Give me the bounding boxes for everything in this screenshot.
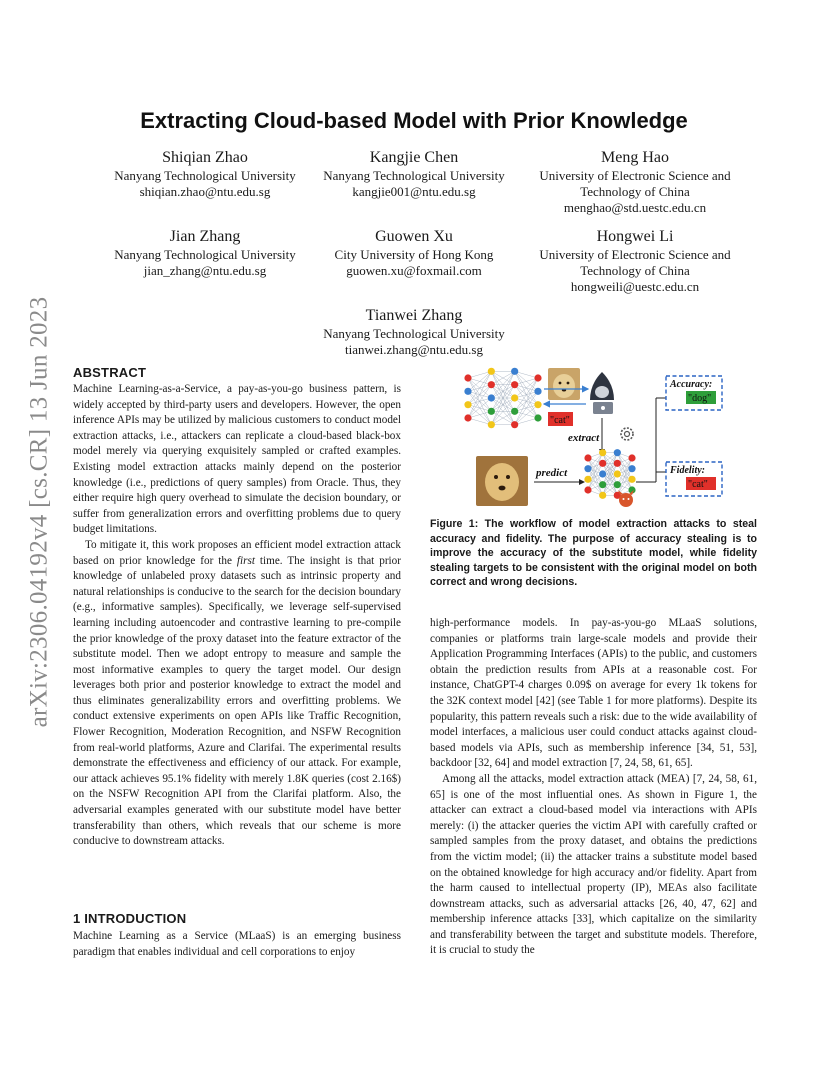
network-node [511,368,518,375]
network-node [488,394,495,401]
paper-title: Extracting Cloud-based Model with Prior Knowledge [140,108,688,133]
network-node [488,381,495,388]
network-node [614,449,621,456]
label-cat-text: "cat" [550,415,570,426]
fidelity-title: Fidelity: [670,465,705,476]
author-block [294,306,534,358]
network-edge [468,371,491,378]
hacker-icon [590,372,614,414]
network-node [534,401,541,408]
network-node [584,486,591,493]
dog-photo-large [476,456,528,506]
victim-network [464,368,541,429]
author-block [515,227,755,295]
abstract-heading: ABSTRACT [73,365,147,380]
label-predict: predict [536,467,568,479]
author-affiliation: Nanyang Technological University [323,168,505,183]
emphasis-first: first [236,554,255,567]
network-node [534,374,541,381]
author-email: hongweili@uestc.edu.cn [570,279,700,294]
author-affiliation: University of Electronic Science and [539,247,731,262]
network-node [534,414,541,421]
author-affiliation: Technology of China [580,263,690,278]
label-extract: extract [568,432,600,444]
network-edge [515,391,538,424]
author-name: Shiqian Zhao [162,149,248,166]
abstract-paragraph: To mitigate it, this work proposes an efficient model extraction attack based on prior knowledge for the first time. The insight is that prior knowledge of unlabeled proxy datasets such as intrinsic property and natural relationships is conducive to the search for the decision boundary (e.g., informative samples). Specifically, we leverage self-supervised learning including autoencoder and contrastive learning to pre-compile the prior knowledge of the proxy dataset into the feature extractor of the substitute model. Then we adopt entropy to measure and sample the most informative examples to query the target model. Our design leverages both prior and posterior knowledge to extract the model and thus eliminates generalizability errors and overfitting problems. We conduct extensive experiments on open APIs like Traffic Recognition, Flower Recognition, Moderation Recognition, and NSFW Recognition from real-world platforms, Azure and Clarifai. The experimental results demonstrate the effectiveness and efficiency of our attack. For example, our attack achieves 95.1% fidelity with merely 1.8K queries (cost 2.16$) on the NSFW Recognition API from the Clarifai platform. Also, the adversarial examples generated with our substitute model have better transferability than others, which reveals that our scheme is more conducive to downstream attacks. [73,538,401,848]
introduction-paragraph: Machine Learning as a Service (MLaaS) is an emerging business paradigm that enables individual and cell corporations to enjoy [73,930,401,958]
introduction-paragraph: Among all the attacks, model extraction attack (MEA) [7, 24, 58, 61, 65] is one of the most influential ones. As shown in Figure 1, the attacker can extract a cloud-based model via interactions with APIs merely: (i) the attacker queries the victim API with carefully crafted or sampled samples from the proxy dataset, and obtains the predictions from the victim model; (ii) the attacker trains a substitute model based on the obtained knowledge for high accuracy and/or fidelity. Apart from the harm caused to intellectual property (IP), MEAs also facilitate downstream attacks, such as adversarial attacks [26, 40, 47, 62] and membership inference attacks [33], which capitalize on the similarity and transferability between the target and substitute models. Therefore, it is crucial to study the [430,772,757,957]
accuracy-title: Accuracy: [670,379,713,390]
network-edge [515,378,538,411]
author-affiliation: Nanyang Technological University [114,247,296,262]
author-block [294,148,534,200]
network-node [628,476,635,483]
introduction-section [73,911,401,960]
author-name: Hongwei Li [596,228,674,245]
network-node [599,492,606,499]
author-email: guowen.xu@foxmail.com [346,263,482,278]
network-node [464,401,471,408]
network-node [464,388,471,395]
network-node [488,421,495,428]
author-email: jian_zhang@ntu.edu.sg [143,263,267,278]
network-node [511,394,518,401]
abstract-paragraph: Machine Learning-as-a-Service, a pay-as-you-go business pattern, is widely accepted by third-party users and developers. However, the open inference APIs may be utilized by malicious customers to conduct model extraction attacks, i.e., attackers can replicate a cloud-based black-box model merely via querying exquisitely sampled or crafted examples. Existing model extraction attacks mainly depend on the posterior knowledge (i.e., predictions of query samples) from Oracle. Thus, they either require high query overhead to simulate the decision boundary, or suffer from generalization errors and overfitting problems due to query budget limitations. [73,383,401,536]
author-affiliation: Nanyang Technological University [114,168,296,183]
network-edge [515,378,538,385]
network-edge [515,371,538,378]
author-affiliation: City University of Hong Kong [334,247,494,262]
network-edge [468,411,491,418]
author-email: tianwei.zhang@ntu.edu.sg [345,342,483,357]
network-node [614,470,621,477]
network-node [584,465,591,472]
network-node [628,454,635,461]
fidelity-value: "cat" [688,479,708,490]
author-affiliation: University of Electronic Science and [539,168,731,183]
network-node [464,414,471,421]
author-name: Kangjie Chen [369,149,459,166]
author-name: Tianwei Zhang [365,307,463,324]
introduction-heading: 1 INTRODUCTION [73,911,187,926]
network-node [511,421,518,428]
right-column-text [430,616,757,959]
figure-1-caption: Figure 1: The workflow of model extraction attacks to steal accuracy and fidelity. The purpose of accuracy stealing is to improve the accuracy of the substitute model, while fidelity stealing targets to be consistent with the original model on both correct and wrong decisions. [430,518,757,589]
figure-1-workflow [460,362,728,512]
network-node [614,460,621,467]
network-node [614,481,621,488]
author-affiliation: Nanyang Technological University [323,326,505,341]
author-email: shiqian.zhao@ntu.edu.sg [139,184,271,199]
network-node [599,470,606,477]
network-node [511,408,518,415]
introduction-paragraph: high-performance models. In pay-as-you-go MLaaS solutions, companies or platforms train large-scale models and provide their Application Programming Interfaces (APIs) to the public, and customers obtain the prediction results from APIs at a reasonable cost. For instance, ChatGPT-4 charges 0.09$ on average for every 1k tokens for the 32K context model [42] (see Table 1 for more platforms). Despite its popularity, this pattern reveals such a risk: due to the wide availability of model interfaces, a malicious user could conduct attacks against cloud-based models via APIs, such as membership inference [34, 51, 53], backdoor [32, 64] and model extraction [7, 24, 58, 61, 65]. [430,617,757,770]
network-node [584,476,591,483]
network-node [488,408,495,415]
network-node [599,449,606,456]
gear-icon [621,428,633,440]
author-block [515,148,755,216]
author-email: menghao@std.uestc.edu.cn [563,200,707,215]
substitute-network [584,449,635,499]
dog-photo-small [548,368,580,400]
network-node [599,460,606,467]
network-node [599,481,606,488]
network-edge [515,418,538,425]
devil-icon [618,490,634,507]
network-node [584,454,591,461]
author-name: Meng Hao [601,149,669,166]
network-edge [468,385,491,418]
author-name: Jian Zhang [169,228,241,245]
author-block [85,148,325,200]
network-edge [468,418,491,425]
network-node [534,388,541,395]
network-edge [468,371,491,404]
network-node [511,381,518,388]
network-node [488,368,495,375]
author-block [85,227,325,279]
author-block [294,227,534,279]
accuracy-value: "dog" [688,393,712,404]
arxiv-identifier: arXiv:2306.04192v4 [cs.CR] 13 Jun 2023 [25,296,53,728]
author-email: kangjie001@ntu.edu.sg [352,184,476,199]
abstract-section [73,365,401,850]
network-node [464,374,471,381]
author-affiliation: Technology of China [580,184,690,199]
author-name: Guowen Xu [375,228,453,245]
network-node [628,465,635,472]
